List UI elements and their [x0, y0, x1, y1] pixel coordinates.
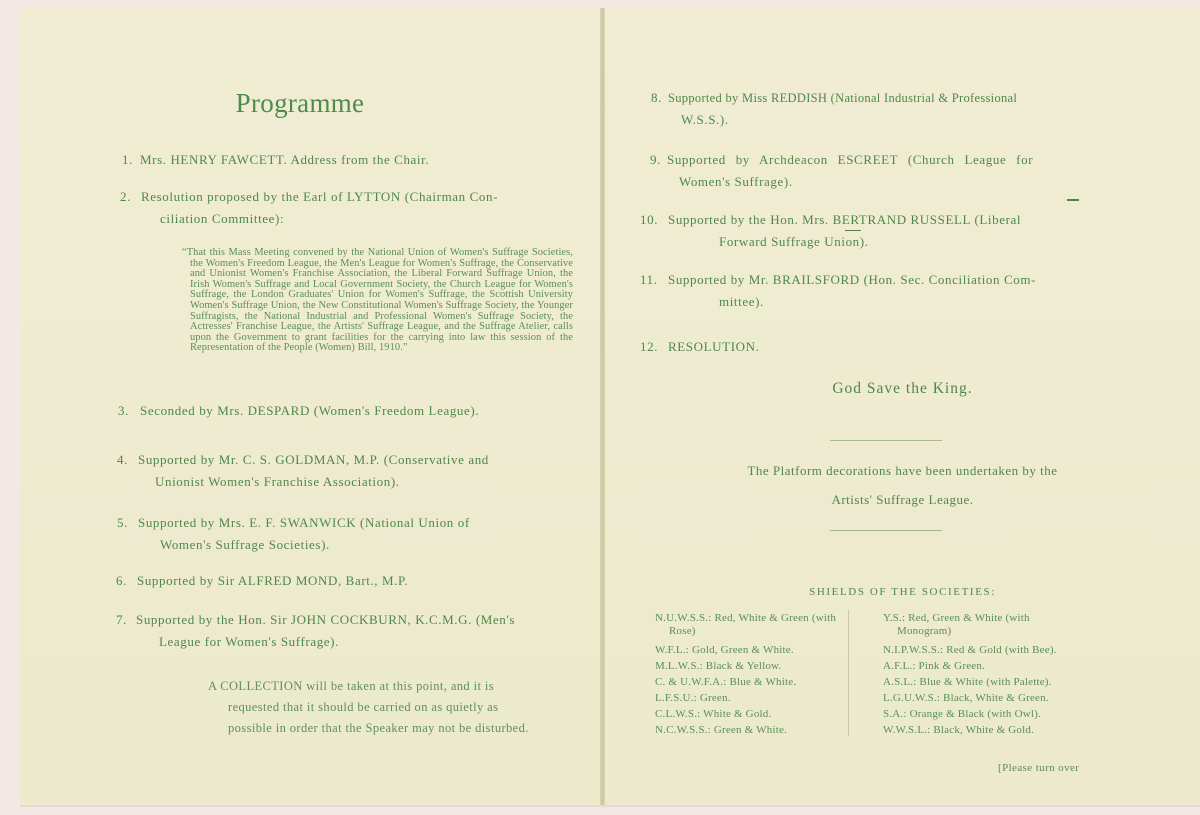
item-text-continued: Women's Suffrage Societies).	[160, 537, 330, 552]
item-text: RESOLUTION.	[668, 339, 760, 354]
programme-item-7	[116, 609, 544, 653]
shield-text-wrap: Rose)	[669, 625, 696, 637]
shield-entry: W.F.L.: Gold, Green & White.	[655, 644, 794, 656]
printer-mark	[1067, 199, 1079, 201]
item-number: 6.	[116, 573, 127, 588]
item-text: Supported by Sir ALFRED MOND, Bart., M.P.	[137, 573, 409, 588]
item-number: 10.	[640, 212, 659, 227]
shield-text: N.U.W.S.S.: Red, White & Green (with	[655, 612, 837, 624]
platform-note-line-1: The Platform decorations have been undertaken by the	[747, 463, 1058, 478]
programme-item-3	[118, 400, 558, 422]
programme-item-10	[640, 209, 1101, 253]
programme-item-1	[122, 149, 562, 171]
collection-line-2: requested that it should be carried on as quietly as	[228, 700, 499, 714]
item-text: Resolution proposed by the Earl of LYTTON (Chairman Con-	[141, 189, 498, 204]
shield-entry: M.L.W.S.: Black & Yellow.	[655, 660, 782, 672]
shield-entry: L.G.U.W.S.: Black, White & Green.	[883, 692, 1049, 704]
item-text-continued: Forward Suffrage Union).	[719, 234, 869, 249]
printer-mark	[845, 230, 861, 231]
platform-note-line-2: Artists' Suffrage League.	[831, 492, 974, 507]
shields-column-divider	[848, 610, 849, 736]
programme-item-8	[647, 87, 1102, 131]
item-text: Seconded by Mrs. DESPARD (Women's Freedom League).	[140, 403, 480, 418]
programme-item-6	[116, 570, 556, 592]
item-number: 9.	[650, 152, 661, 167]
item-text-continued: Women's Suffrage).	[679, 174, 793, 189]
item-number: 1.	[122, 152, 133, 167]
collection-line-3: possible in order that the Speaker may not be disturbed.	[228, 721, 529, 735]
programme-item-11	[640, 269, 1101, 313]
item-text: Supported by Mr. C. S. GOLDMAN, M.P. (Conservative and	[138, 452, 489, 467]
item-number: 8.	[651, 90, 662, 105]
shield-entry: W.W.S.L.: Black, White & Gold.	[883, 724, 1035, 736]
shield-entry	[883, 610, 1093, 637]
shield-text-wrap: Monogram)	[897, 625, 952, 637]
item-text: Supported by Mr. BRAILSFORD (Hon. Sec. Conciliation Com-	[668, 272, 1036, 287]
anthem-line: God Save the King.	[832, 380, 973, 397]
shield-entry: S.A.: Orange & Black (with Owl).	[883, 708, 1041, 720]
item-text-continued: W.S.S.).	[681, 112, 729, 127]
divider-rule	[830, 530, 942, 531]
item-number: 12.	[640, 339, 659, 354]
collection-line-1: A COLLECTION will be taken at this point, and it is	[208, 679, 494, 693]
item-text: Supported by the Hon. Mrs. BERTRAND RUSSELL (Liberal	[668, 212, 1022, 227]
shield-entry: C.L.W.S.: White & Gold.	[655, 708, 772, 720]
shield-entry	[655, 610, 865, 637]
item-text-continued: League for Women's Suffrage).	[159, 634, 339, 649]
page-title: Programme	[235, 88, 365, 118]
resolution-quote: “That this Mass Meeting convened by the National Union of Women's Suffrage Societies, the Women's Freedom League, the Men's League for Women's Suffrage, the Conservative and Unionist Women's Franchise Association, the Liberal Forward Suffrage Union, the Irish Women's Suffrage and Local Government Society, the Church League for Women's Suffrage, the London Graduates' Union for Women's Suffrage, the Scottish University Women's Suffrage Union, the New Constitutional Women's Suffrage Society, the Younger Suffragists, the National Industrial and Professional Women's Suffrage Society, the Actresses' Franchise League, the Artists' Suffrage League, and the Suffrage Atelier, calls upon the Government to grant facilities for the carrying into law this session of the Representation of the People (Women) Bill, 1910.”	[182, 247, 573, 354]
item-number: 2.	[120, 189, 131, 204]
shield-entry: A.F.L.: Pink & Green.	[883, 660, 986, 672]
shield-entry: N.C.W.S.S.: Green & White.	[655, 724, 788, 736]
shield-entry: C. & U.W.F.A.: Blue & White.	[655, 676, 797, 688]
programme-item-9	[647, 149, 1101, 193]
programme-item-5	[117, 512, 543, 556]
shields-list-left	[655, 610, 865, 738]
item-text: Supported by Miss REDDISH (National Industrial & Professional	[668, 91, 1018, 105]
item-number: 11.	[640, 272, 658, 287]
item-text-continued: ciliation Committee):	[160, 211, 285, 226]
item-text-continued: mittee).	[719, 294, 764, 309]
item-number: 4.	[117, 452, 128, 467]
turn-over-note: [Please turn over	[998, 762, 1080, 774]
programme-item-4	[117, 449, 545, 493]
item-number: 3.	[118, 403, 129, 418]
divider-rule	[830, 440, 942, 441]
collection-note	[208, 676, 564, 739]
programme-item-12	[640, 336, 1101, 358]
page-bottom-edge	[20, 805, 1200, 807]
shield-entry: N.I.P.W.S.S.: Red & Gold (with Bee).	[883, 644, 1057, 656]
shield-entry: A.S.L.: Blue & White (with Palette).	[883, 676, 1052, 688]
left-page	[20, 8, 600, 805]
programme-item-2	[120, 186, 546, 230]
item-text: Supported by Archdeacon ESCREET (Church League for	[667, 152, 1034, 167]
item-number: 7.	[116, 612, 127, 627]
item-text: Supported by the Hon. Sir JOHN COCKBURN, K.C.M.G. (Men's	[136, 612, 516, 627]
shield-text: Y.S.: Red, Green & White (with	[883, 612, 1030, 624]
shield-entry: L.F.S.U.: Green.	[655, 692, 731, 704]
item-number: 5.	[117, 515, 128, 530]
item-text-continued: Unionist Women's Franchise Association).	[155, 474, 400, 489]
item-text: Mrs. HENRY FAWCETT. Address from the Chair.	[140, 152, 430, 167]
shields-list-right	[883, 610, 1093, 738]
shields-heading: SHIELDS OF THE SOCIETIES:	[809, 586, 996, 598]
item-text: Supported by Mrs. E. F. SWANWICK (National Union of	[138, 515, 470, 530]
